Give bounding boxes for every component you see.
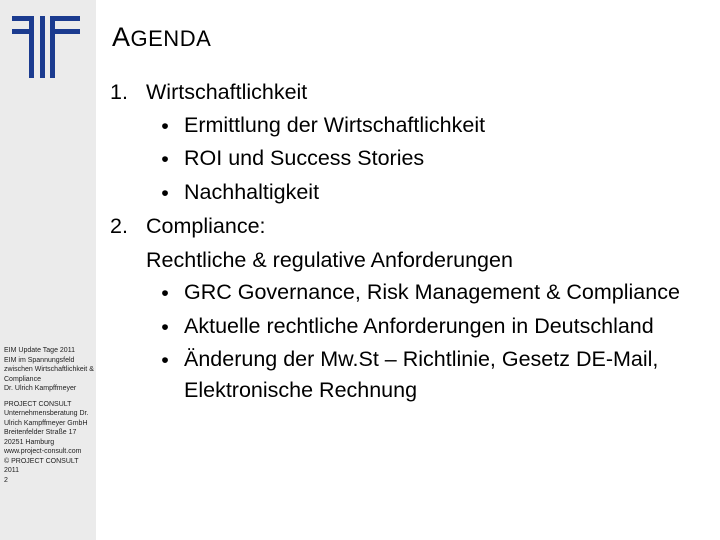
sidebar-topic: EIM im Spannungsfeld zwischen Wirtschaftlichkeit & Compliance [4, 356, 94, 383]
sidebar-city: 20251 Hamburg [4, 438, 55, 446]
agenda-bullet: • Nachhaltigkeit [161, 179, 320, 205]
company-logo [12, 16, 82, 78]
sidebar-info [4, 346, 94, 485]
sidebar [0, 0, 96, 540]
agenda-item: 2. Compliance: [110, 214, 266, 238]
sidebar-author: Dr. Ulrich Kampffmeyer [4, 385, 77, 392]
page-title: AGENDA [112, 22, 212, 52]
agenda-list [110, 76, 715, 406]
agenda-item: 1. Wirtschaftlichkeit [110, 80, 308, 104]
sidebar-street: Breitenfelder Straße 17 [4, 429, 77, 436]
agenda-item-continuation: Rechtliche & regulative Anforderungen [146, 247, 513, 272]
sidebar-website[interactable]: www.project-consult.com [4, 448, 82, 455]
agenda-bullet: • GRC Governance, Risk Management & Compliance [161, 280, 680, 305]
sidebar-event: EIM Update Tage 2011 [4, 347, 75, 354]
sidebar-copyright: © PROJECT CONSULT 2011 [4, 457, 79, 474]
sidebar-company: PROJECT CONSULT Unternehmensberatung Dr. Ulrich Kampffmeyer GmbH [4, 400, 89, 427]
agenda-bullet: • ROI und Success Stories [161, 146, 425, 171]
slide-number: 2 [4, 476, 8, 484]
agenda-bullet: • Aktuelle rechtliche Anforderungen in Deutschland [161, 313, 654, 339]
agenda-bullet: • Ermittlung der Wirtschaftlichkeit [161, 112, 486, 138]
agenda-bullet: • Änderung der Mw.St – Richtlinie, Gesetz DE-Mail, Elektronische Rechnung [161, 347, 659, 402]
